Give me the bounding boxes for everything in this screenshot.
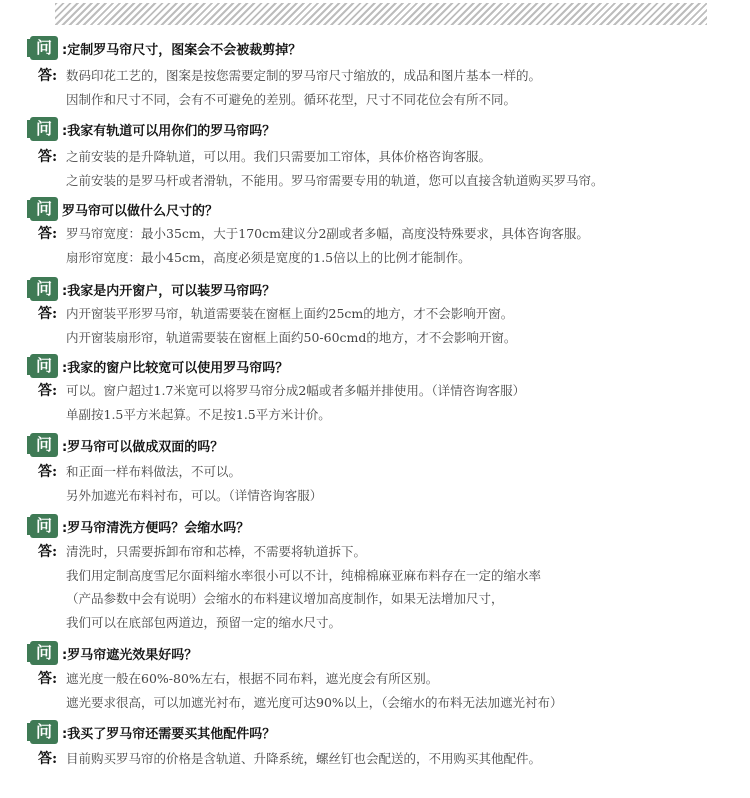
answer-label: 答: bbox=[38, 464, 58, 480]
faq-answer-line: 另外加遮光布料衬布，可以。（详情咨询客服） bbox=[66, 487, 323, 503]
faq-question: :我家是内开窗户，可以装罗马帘吗？ bbox=[62, 284, 276, 299]
answer-label: 答: bbox=[38, 751, 58, 767]
faq-answer-line: 因制作和尺寸不同，会有不可避免的差别。循环花型，尺寸不同花位会有所不同。 bbox=[66, 91, 517, 107]
faq-question: :定制罗马帘尺寸，图案会不会被裁剪掉？ bbox=[62, 43, 302, 58]
question-icon: 问 bbox=[30, 433, 58, 457]
faq-question: :罗马帘可以做成双面的吗？ bbox=[62, 440, 224, 455]
answer-label: 答: bbox=[38, 306, 58, 322]
faq-question: :我家的窗户比较宽可以使用罗马帘吗？ bbox=[62, 361, 289, 376]
faq-answer-line: 可以。窗户超过1.7米宽可以将罗马帘分成2幅或者多幅并排使用。（详情咨询客服） bbox=[66, 383, 526, 398]
question-icon: 问 bbox=[30, 514, 58, 538]
faq-answer-line: 扇形帘宽度：最小45cm，高度必须是宽度的1.5倍以上的比例才能制作。 bbox=[66, 249, 471, 265]
question-icon: 问 bbox=[30, 354, 58, 378]
faq-answer-line: 和正面一样布料做法，不可以。 bbox=[66, 464, 242, 479]
faq-question: 罗马帘可以做什么尺寸的？ bbox=[62, 204, 219, 219]
faq-answer-line: 数码印花工艺的，图案是按您需要定制的罗马帘尺寸缩放的，成品和图片基本一样的。 bbox=[66, 68, 542, 83]
faq-answer-line: 之前安装的是罗马杆或者滑轨，不能用。罗马帘需要专用的轨道，您可以直接含轨道购买罗马帘。 bbox=[66, 172, 604, 188]
question-icon: 问 bbox=[30, 197, 58, 221]
answer-label: 答: bbox=[38, 68, 58, 84]
answer-label: 答: bbox=[38, 149, 58, 165]
question-icon: 问 bbox=[30, 277, 58, 301]
faq-answer-line: 我们可以在底部包两道边，预留一定的缩水尺寸。 bbox=[66, 614, 342, 630]
answer-label: 答: bbox=[38, 383, 58, 399]
faq-answer-line: 内开窗装平形罗马帘，轨道需要装在窗框上面约25cm的地方，才不会影响开窗。 bbox=[66, 306, 514, 321]
faq-answer-line: 我们用定制高度雪尼尔面料缩水率很小可以不计，纯棉棉麻亚麻布料存在一定的缩水率 bbox=[66, 567, 542, 583]
faq-answer-line: 之前安装的是升降轨道，可以用。我们只需要加工帘体，具体价格咨询客服。 bbox=[66, 149, 492, 164]
question-icon: 问 bbox=[30, 36, 58, 60]
question-icon: 问 bbox=[30, 117, 58, 141]
faq-answer-line: 目前购买罗马帘的价格是含轨道、升降系统，螺丝钉也会配送的，不用购买其他配件。 bbox=[66, 751, 542, 766]
faq-answer-line: 清洗时，只需要拆卸布帘和芯棒，不需要将轨道拆下。 bbox=[66, 544, 367, 559]
question-icon: 问 bbox=[30, 720, 58, 744]
faq-question: :我买了罗马帘还需要买其他配件吗？ bbox=[62, 727, 276, 742]
decorative-stripe-band bbox=[55, 3, 707, 25]
faq-question: :罗马帘遮光效果好吗？ bbox=[62, 648, 198, 663]
answer-label: 答: bbox=[38, 226, 58, 242]
faq-answer-line: 内开窗装扇形帘，轨道需要装在窗框上面约50-60cmd的地方，才不会影响开窗。 bbox=[66, 329, 517, 345]
faq-answer-line: 罗马帘宽度：最小35cm，大于170cm建议分2副或者多幅，高度没特殊要求，具体咨询客服。 bbox=[66, 226, 589, 241]
faq-answer-line: 单副按1.5平方米起算。不足按1.5平方米计价。 bbox=[66, 406, 331, 422]
faq-question: :罗马帘清洗方便吗？会缩水吗？ bbox=[62, 521, 250, 536]
faq-answer-line: 遮光要求很高，可以加遮光衬布，遮光度可达90%以上，（会缩水的布料无法加遮光衬布） bbox=[66, 694, 563, 710]
answer-label: 答: bbox=[38, 544, 58, 560]
answer-label: 答: bbox=[38, 671, 58, 687]
faq-answer-line: 遮光度一般在60%-80%左右，根据不同布料，遮光度会有所区别。 bbox=[66, 671, 439, 686]
faq-answer-line: （产品参数中会有说明）会缩水的布料建议增加高度制作，如果无法增加尺寸， bbox=[66, 591, 504, 606]
question-icon: 问 bbox=[30, 641, 58, 665]
faq-question: :我家有轨道可以用你们的罗马帘吗？ bbox=[62, 124, 276, 139]
